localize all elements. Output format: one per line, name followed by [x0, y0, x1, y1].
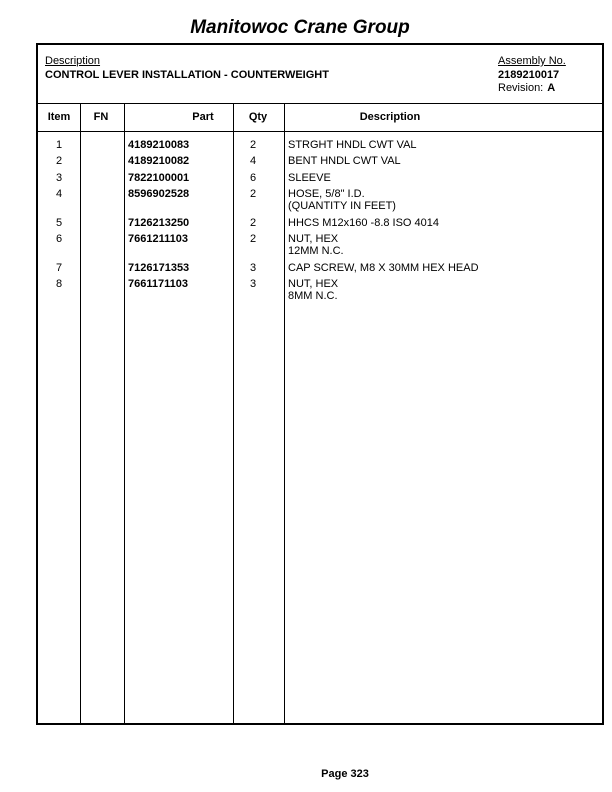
part-description: BENT HNDL CWT VAL: [288, 155, 401, 167]
quantity: 3: [249, 262, 257, 274]
part-number: 8596902528: [128, 188, 190, 200]
quantity: 2: [249, 139, 257, 151]
column-header-part: Part: [192, 111, 214, 123]
part-number: 7822100001: [128, 172, 190, 184]
quantity: 3: [249, 278, 257, 290]
part-description: STRGHT HNDL CWT VAL: [288, 139, 417, 151]
revision-row: [498, 82, 555, 94]
assembly-number-value: 2189210017: [498, 69, 560, 81]
part-number: 7661171103: [128, 278, 188, 290]
column-header-description: Description: [359, 111, 421, 123]
part-number: 7126171353: [128, 262, 190, 274]
column-header-fn: FN: [93, 111, 109, 123]
column-header-row: [38, 103, 602, 132]
column-divider: [284, 103, 285, 723]
column-header-qty: Qty: [248, 111, 268, 123]
column-divider: [80, 103, 81, 723]
item-number: 7: [55, 262, 63, 274]
item-number: 4: [55, 188, 63, 200]
description-line-2: 8MM N.C.: [288, 290, 338, 302]
quantity: 2: [249, 188, 257, 200]
description-line-2: 12MM N.C.: [288, 245, 344, 257]
item-number: 8: [55, 278, 63, 290]
part-description: HHCS M12x160 -8.8 ISO 4014: [288, 217, 440, 229]
revision-label: Revision:: [498, 82, 544, 94]
item-number: 2: [55, 155, 63, 167]
page-number: Page 323: [321, 768, 369, 780]
column-divider: [124, 103, 125, 723]
assembly-number-label: Assembly No.: [498, 55, 566, 67]
part-description: [288, 278, 338, 302]
quantity: 2: [249, 233, 257, 245]
part-number: 4189210083: [128, 139, 190, 151]
item-number: 6: [55, 233, 63, 245]
part-description: CAP SCREW, M8 X 30MM HEX HEAD: [288, 262, 479, 274]
part-description: [288, 233, 344, 257]
description-line-1: NUT, HEX: [288, 278, 339, 290]
part-number: 7126213250: [128, 217, 190, 229]
part-number: 7661211103: [128, 233, 188, 245]
column-header-item: Item: [47, 111, 71, 123]
revision-value: A: [547, 82, 556, 94]
item-number: 5: [55, 217, 63, 229]
description-line-1: HOSE, 5/8" I.D.: [288, 188, 365, 200]
part-description: [288, 188, 396, 212]
description-label: Description: [45, 55, 101, 67]
quantity: 4: [249, 155, 257, 167]
assembly-header: [38, 45, 602, 104]
document-title: Manitowoc Crane Group: [190, 17, 410, 38]
item-number: 3: [55, 172, 63, 184]
parts-table-frame: [36, 43, 604, 725]
item-number: 1: [55, 139, 63, 151]
part-description: SLEEVE: [288, 172, 331, 184]
quantity: 2: [249, 217, 257, 229]
part-number: 4189210082: [128, 155, 190, 167]
quantity: 6: [249, 172, 257, 184]
description-line-2: (QUANTITY IN FEET): [288, 200, 396, 212]
description-line-1: NUT, HEX: [288, 233, 339, 245]
description-value: CONTROL LEVER INSTALLATION - COUNTERWEIGHT: [45, 69, 329, 81]
